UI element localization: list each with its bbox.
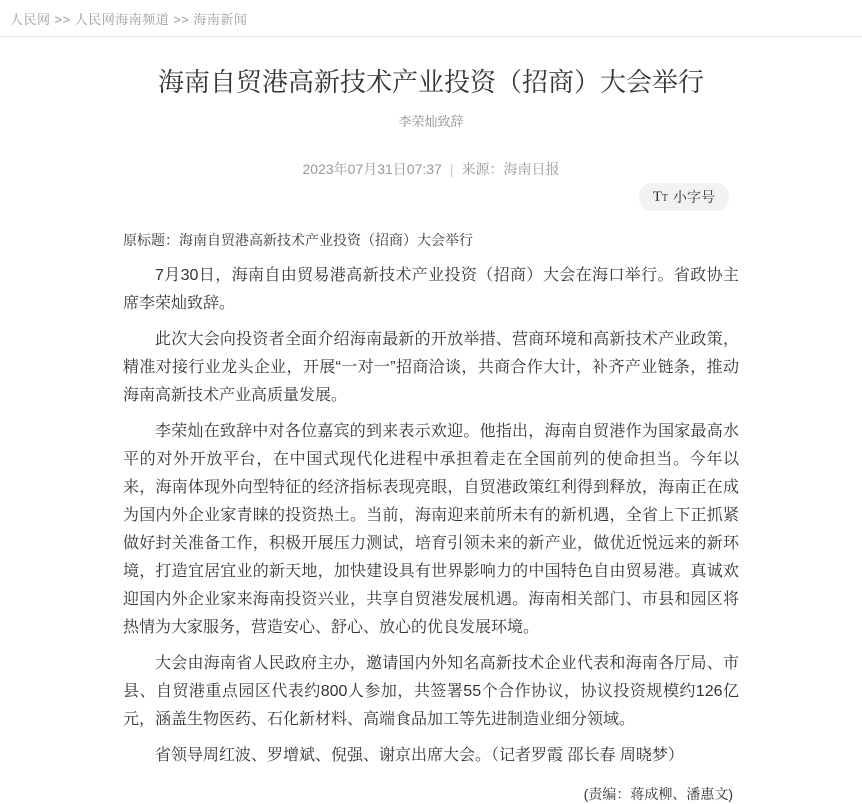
breadcrumb (0, 0, 862, 37)
article-paragraph: 此次大会向投资者全面介绍海南最新的开放举措、营商环境和高新技术产业政策，精准对接行业龙头企业，开展“一对一”招商洽谈，共商合作大计，补齐产业链条，推动海南高新技术产业高质量发展。 (123, 331, 739, 404)
article-body (123, 262, 739, 770)
article-container (123, 65, 739, 804)
editor-credit: (责编：蒋成柳、潘惠文) (583, 786, 733, 802)
article-subtitle: 李荣灿致辞 (398, 114, 464, 129)
article-paragraph: 省领导周红波、罗增斌、倪强、谢京出席大会。（记者罗霞 邵长春 周晓梦） (155, 747, 684, 764)
font-size-button-label: 小字号 (673, 189, 715, 205)
original-title: 原标题：海南自贸港高新技术产业投资（招商）大会举行 (123, 232, 473, 248)
article-paragraph: 大会由海南省人民政府主办，邀请国内外知名高新技术企业代表和海南各厅局、市县、自贸港重点园区代表约800人参加，共签署55个合作协议，协议投资规模约126亿元，涵盖生物医药、石化新材料、高端食品加工等先进制造业细分领域。 (123, 655, 739, 728)
font-size-button[interactable] (639, 183, 729, 211)
breadcrumb-separator: >> (54, 12, 71, 27)
page-title: 海南自贸港高新技术产业投资（招商）大会举行 (157, 67, 704, 97)
publish-datetime: 2023年07月31日07:37 (302, 161, 442, 177)
article-paragraph: 7月30日，海南自由贸易港高新技术产业投资（招商）大会在海口举行。省政协主席李荣灿致辞。 (123, 267, 739, 312)
meta-separator: | (449, 161, 454, 177)
breadcrumb-link-hainan-channel[interactable]: 人民网海南频道 (74, 12, 170, 27)
breadcrumb-separator: >> (173, 12, 190, 27)
article-paragraph: 李荣灿在致辞中对各位嘉宾的到来表示欢迎。他指出，海南自贸港作为国家最高水平的对外开放平台，在中国式现代化进程中承担着走在全国前列的使命担当。今年以来，海南体现外向型特征的经济指标表现亮眼，自贸港政策红利得到释放，海南正在成为国内外企业家青睐的投资热土。当前，海南迎来前所未有的新机遇，全省上下正抓紧做好封关准备工作，积极开展压力测试，培育引领未来的新产业，做优近悦远来的新环境，打造宜居宜业的新天地，加快建设具有世界影响力的中国特色自由贸易港。真诚欢迎国内外企业家来海南投资兴业，共享自贸港发展机遇。海南相关部门、市县和园区将热情为大家服务，营造安心、舒心、放心的优良发展环境。 (123, 423, 739, 636)
article-toolbar (123, 183, 739, 211)
breadcrumb-link-peoples-daily[interactable]: 人民网 (10, 12, 51, 27)
article-source: 来源：海南日报 (461, 161, 560, 177)
article-meta (123, 159, 739, 179)
breadcrumb-link-hainan-news[interactable]: 海南新闻 (193, 12, 248, 27)
font-size-icon: TT (652, 188, 668, 205)
